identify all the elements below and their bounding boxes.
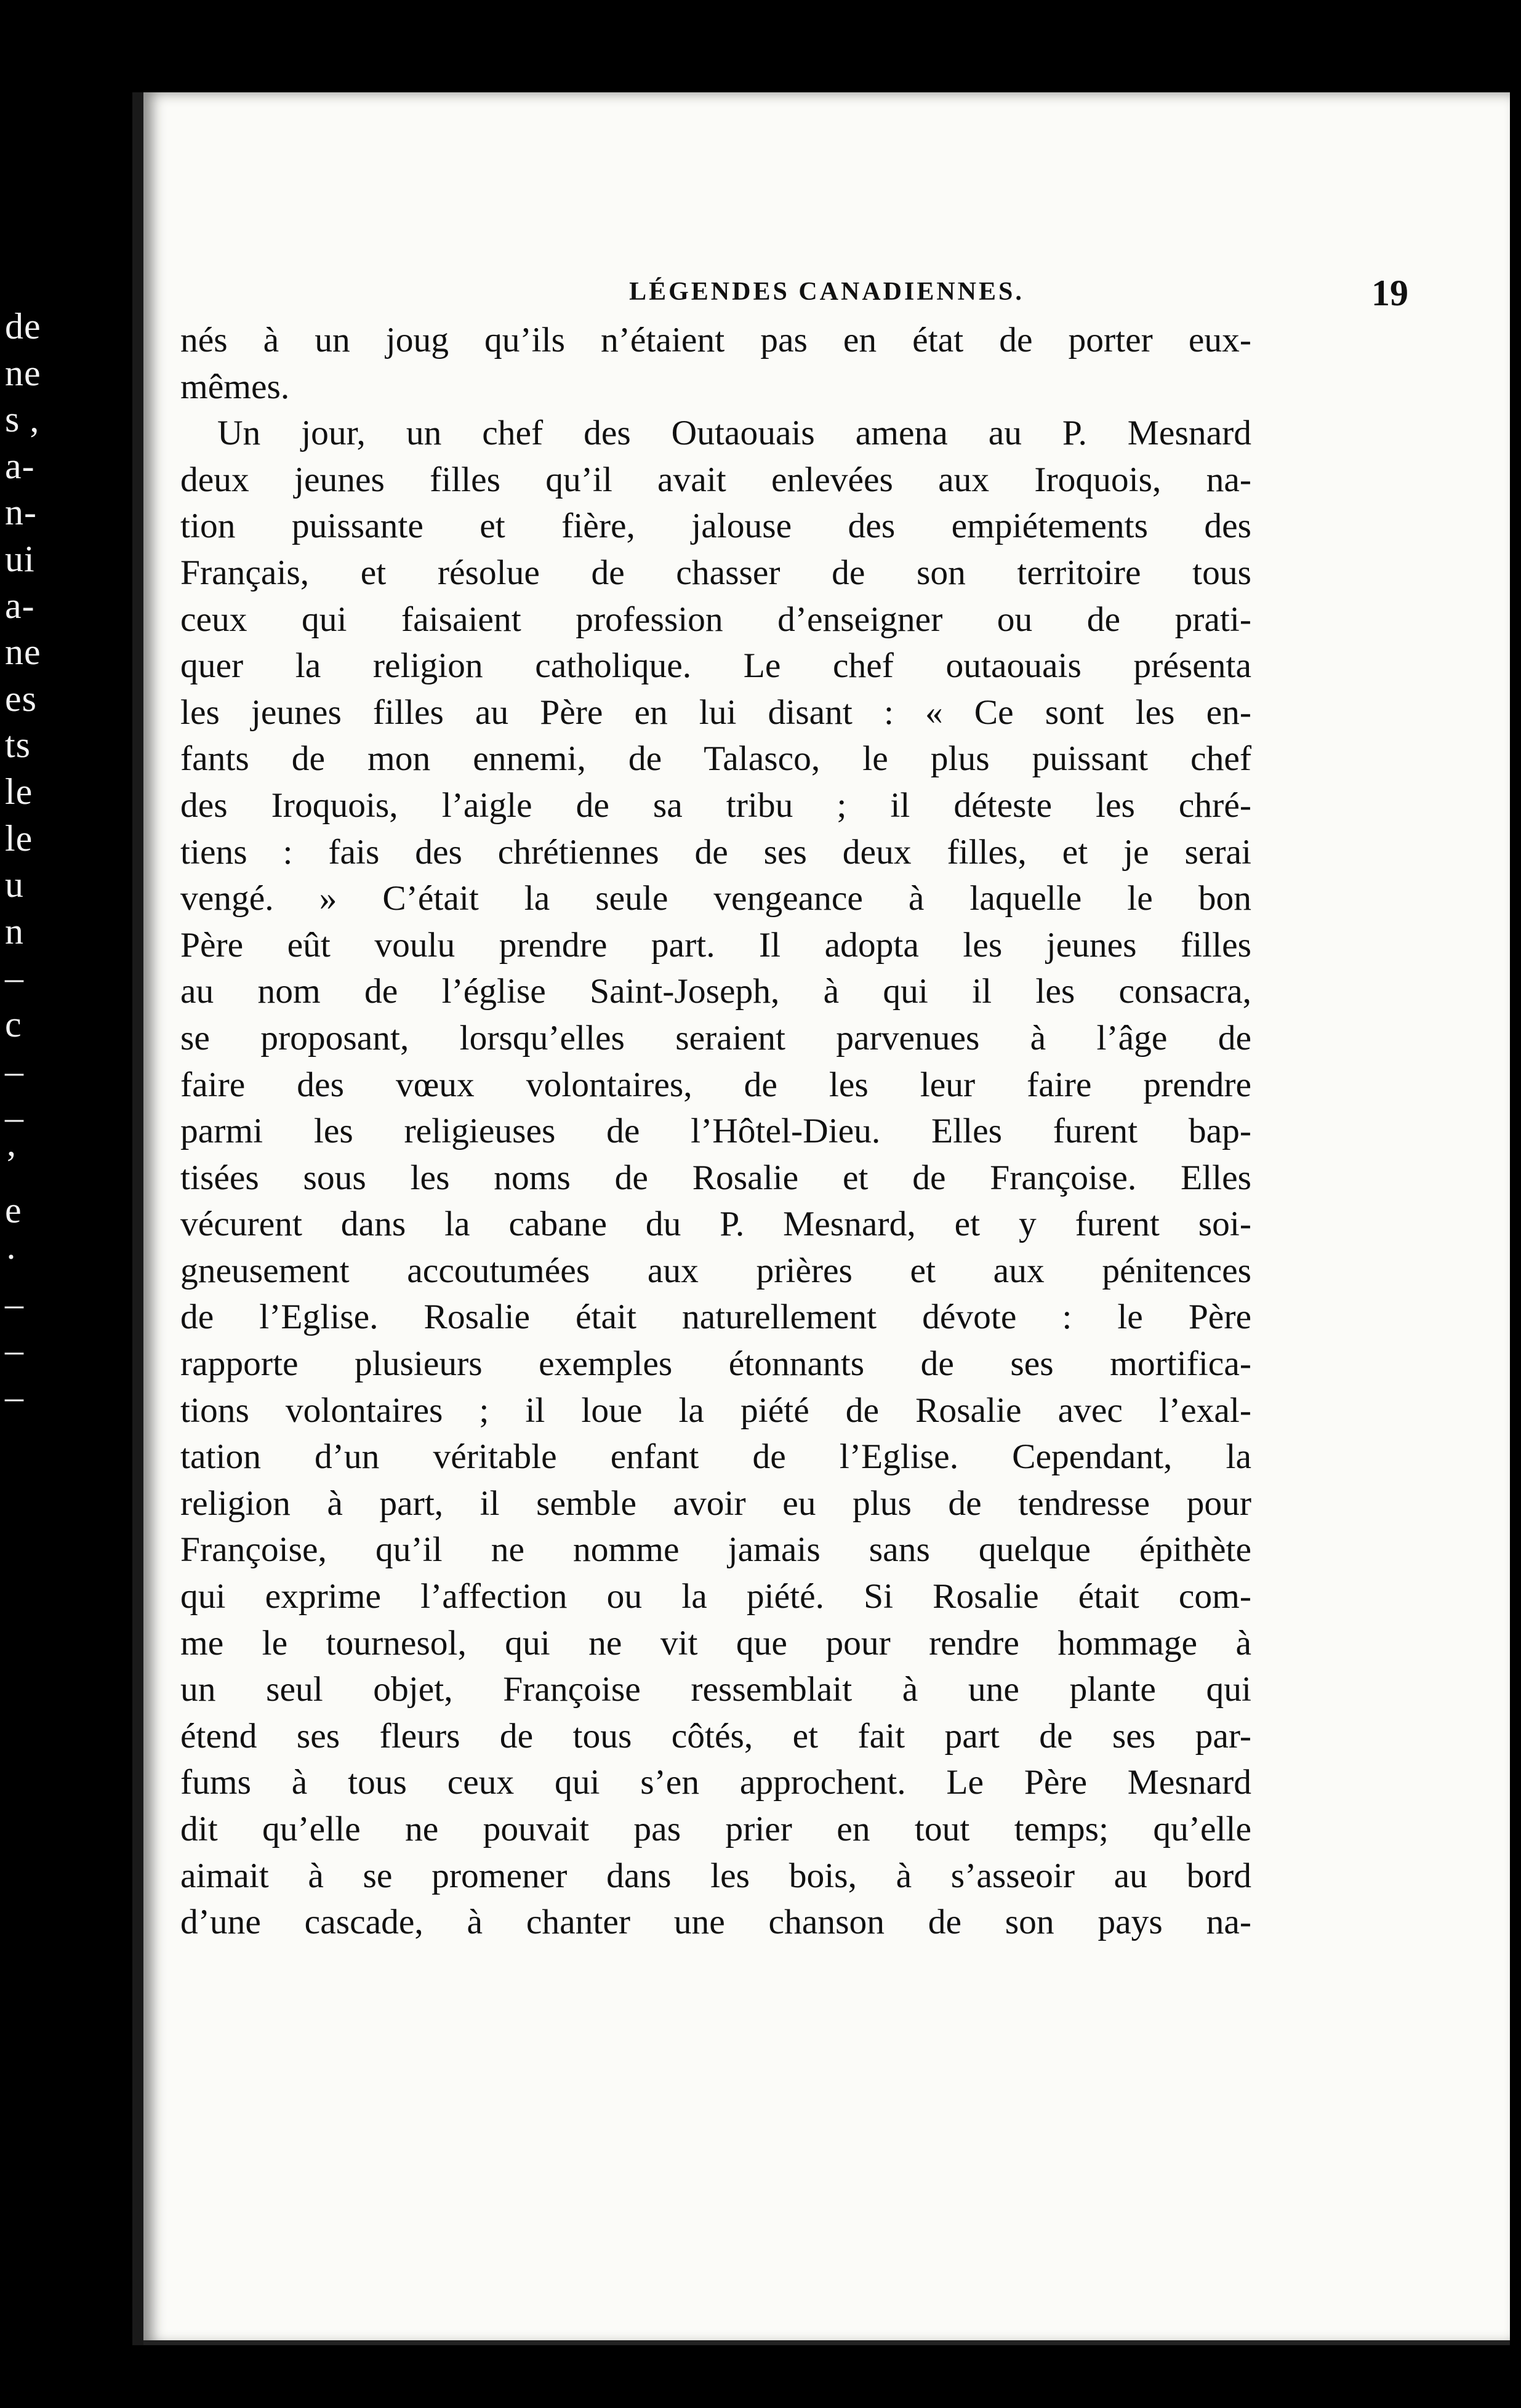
previous-page-fragment: le [5, 771, 33, 812]
text-line: Un jour, un chef des Outaouais amena au P. Mesnard [217, 414, 1251, 453]
previous-page-fragment: u [5, 864, 24, 905]
running-title: LÉGENDES CANADIENNES. [629, 278, 1024, 306]
text-line: tation d’un véritable enfant de l’Eglise. Cependant, la [180, 1437, 1251, 1477]
previous-page-fragment: · [5, 1237, 18, 1277]
text-line: un seul objet, Françoise ressemblait à une plante qui [180, 1670, 1251, 1709]
previous-page-fragment: – [5, 1097, 24, 1138]
previous-page-fragment: ’ [5, 1143, 18, 1184]
text-line: rapporte plusieurs exemples étonnants de ses mortifica- [180, 1344, 1251, 1384]
previous-page-fragment: s , [5, 399, 40, 440]
text-line: ceux qui faisaient profession d’enseigner ou de prati- [180, 600, 1251, 639]
text-line: vengé. » C’était la seule vengeance à laquelle le bon [180, 879, 1251, 918]
previous-page-edge [0, 271, 74, 2117]
text-line: étend ses fleurs de tous côtés, et fait part de ses par- [180, 1716, 1251, 1756]
previous-page-fragment: ts [5, 724, 31, 766]
previous-page-fragment: le [5, 817, 33, 859]
previous-page-fragment: n- [5, 492, 37, 533]
text-line: tions volontaires ; il loue la piété de Rosalie avec l’exal- [180, 1391, 1251, 1430]
text-line: Français, et résolue de chasser de son territoire tous [180, 553, 1251, 592]
page-number: 19 [1371, 273, 1408, 313]
previous-page-fragment: – [5, 1330, 24, 1371]
text-line: Père eût voulu prendre part. Il adopta les jeunes filles [180, 925, 1251, 965]
text-line: se proposant, lorsqu’elles seraient parvenues à l’âge de [180, 1018, 1251, 1058]
previous-page-fragment: – [5, 1376, 24, 1417]
previous-page-fragment: a- [5, 445, 35, 486]
previous-page-fragment: ne [5, 352, 41, 393]
previous-page-fragment: – [5, 1283, 24, 1324]
body-text [180, 317, 1251, 1946]
previous-page-fragment: ui [5, 539, 35, 579]
text-line: fants de mon ennemi, de Talasco, le plus puissant chef [180, 739, 1251, 779]
text-line: tisées sous les noms de Rosalie et de Françoise. Elles [180, 1158, 1251, 1197]
previous-page-fragment: e [5, 1190, 22, 1231]
previous-page-fragment: de [5, 306, 41, 347]
previous-page-fragment: c [5, 1004, 22, 1045]
running-head [143, 272, 1510, 313]
text-line: des Iroquois, l’aigle de sa tribu ; il déteste les chré- [180, 785, 1251, 825]
text-line: quer la religion catholique. Le chef outaouais présenta [180, 646, 1251, 686]
previous-page-fragment: ne [5, 632, 41, 673]
text-line: au nom de l’église Saint-Joseph, à qui il les consacra, [180, 972, 1251, 1011]
text-line: qui exprime l’affection ou la piété. Si Rosalie était com- [180, 1577, 1251, 1616]
text-line: nés à un joug qu’ils n’étaient pas en état de porter eux- [180, 321, 1251, 359]
text-line: dit qu’elle ne pouvait pas prier en tout temps; qu’elle [180, 1810, 1251, 1848]
text-line: mêmes. [180, 367, 290, 406]
book-page [132, 92, 1510, 2345]
text-line: aimait à se promener dans les bois, à s’asseoir au bord [180, 1856, 1251, 1895]
previous-page-fragment: a- [5, 585, 35, 626]
text-line: deux jeunes filles qu’il avait enlevées aux Iroquois, na- [180, 460, 1251, 499]
text-line: parmi les religieuses de l’Hôtel-Dieu. Elles furent bap- [180, 1112, 1251, 1151]
text-line: fums à tous ceux qui s’en approchent. Le Père Mesnard [180, 1763, 1251, 1802]
text-line: me le tournesol, qui ne vit que pour rendre hommage à [180, 1623, 1251, 1663]
text-line: tion puissante et fière, jalouse des empiétements des [180, 507, 1251, 546]
previous-page-fragment: – [5, 957, 24, 998]
text-line: de l’Eglise. Rosalie était naturellement dévote : le Père [180, 1298, 1251, 1337]
text-line: vécurent dans la cabane du P. Mesnard, et y furent soi- [180, 1205, 1251, 1244]
previous-page-fragment: es [5, 678, 37, 719]
previous-page-fragment: – [5, 1050, 24, 1091]
text-line: les jeunes filles au Père en lui disant : « Ce sont les en- [180, 692, 1251, 732]
previous-page-fragment: n [5, 910, 24, 952]
text-line: religion à part, il semble avoir eu plus de tendresse pour [180, 1483, 1251, 1523]
text-line: d’une cascade, à chanter une chanson de son pays na- [180, 1903, 1251, 1942]
text-line: faire des vœux volontaires, de les leur faire prendre [180, 1065, 1251, 1104]
text-line: tiens : fais des chrétiennes de ses deux filles, et je serai [180, 832, 1251, 872]
text-line: Françoise, qu’il ne nomme jamais sans quelque épithète [180, 1530, 1251, 1570]
text-line: gneusement accoutumées aux prières et aux pénitences [180, 1251, 1251, 1290]
